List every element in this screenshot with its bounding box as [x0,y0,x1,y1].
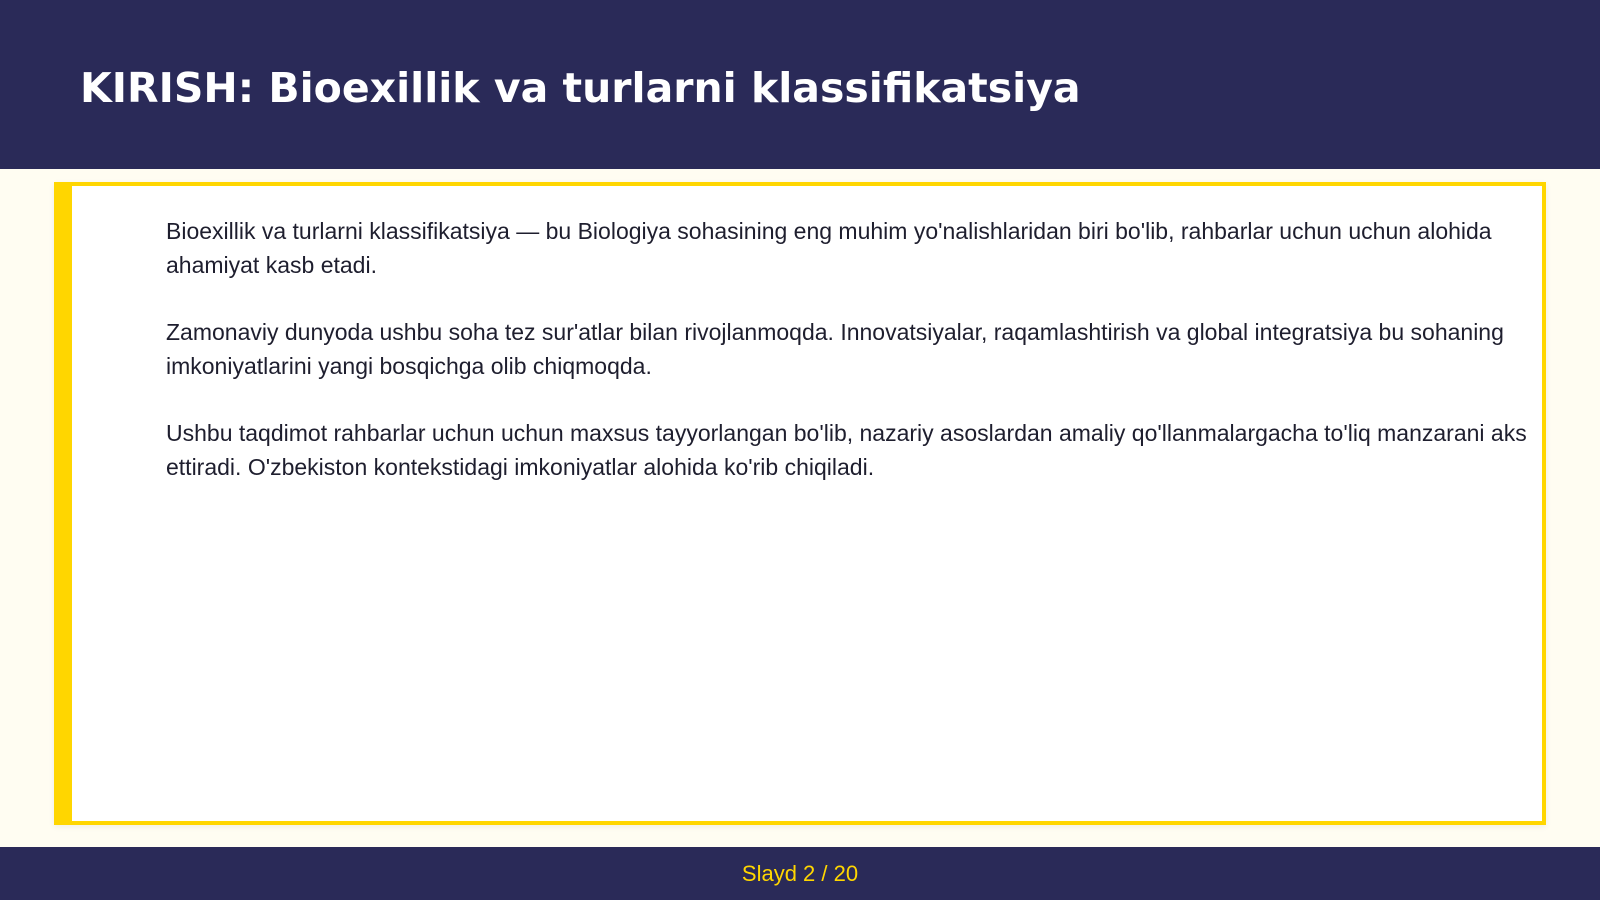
slide-footer [0,847,1600,900]
slide-title: KIRISH: Bioexillik va turlarni klassifikatsiya [80,64,1081,112]
body-text [166,214,1568,517]
paragraph-modern-world: Zamonaviy dunyoda ushbu soha tez sur'atlar bilan rivojlanmoqda. Innovatsiyalar, raqamlashtirish va global integratsiya bu sohaning imkoniyatlarini yangi bosqichga olib chiqmoqda. [166,319,1504,379]
paragraph-intro: Bioexillik va turlarni klassifikatsiya — bu Biologiya sohasining eng muhim yo'nalishlaridan biri bo'lib, rahbarlar uchun uchun alohida ahamiyat kasb etadi. [166,218,1492,278]
paragraph-presentation-purpose: Ushbu taqdimot rahbarlar uchun uchun maxsus tayyorlangan bo'lib, nazariy asoslardan amaliy qo'llanmalargacha to'liq manzarani aks ettiradi. O'zbekiston kontekstidagi imkoniyatlar alohida ko'rib chiqiladi. [166,420,1527,480]
slide-number: Slayd 2 / 20 [741,861,859,886]
content-card [54,182,1546,825]
slide-header [0,0,1600,169]
